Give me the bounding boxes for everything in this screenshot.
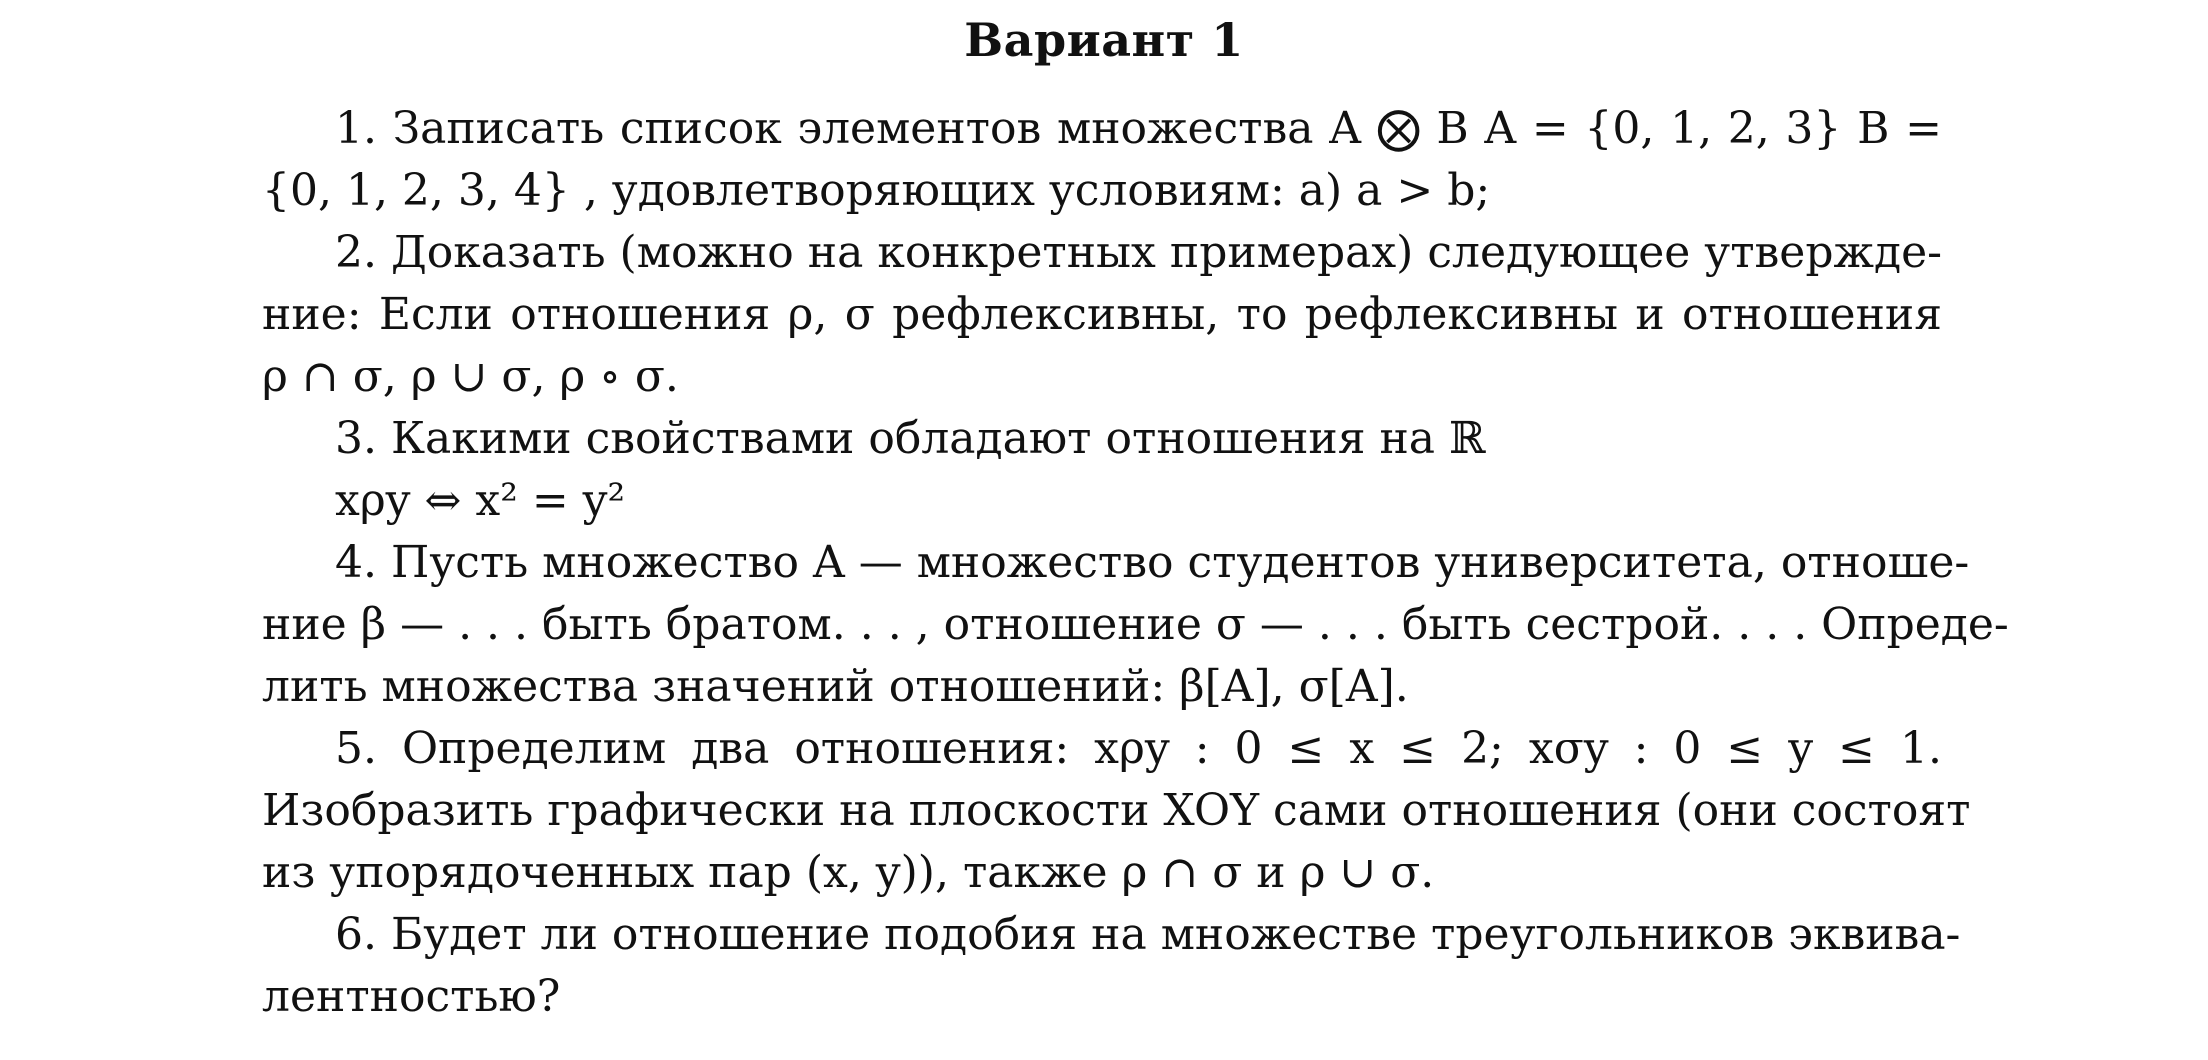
task-2-line-1: 2. Доказать (можно на конкретных примерах) следующее утвержде- (335, 227, 1942, 278)
task-2-line-3: ρ ∩ σ, ρ ∪ σ, ρ ∘ σ. (262, 351, 679, 402)
page-title: Вариант 1 (964, 13, 1244, 67)
task-3-line-1: 3. Какими свойствами обладают отношения на ℝ (335, 413, 1486, 464)
task-4-line-1: 4. Пусть множество A — множество студентов университета, отноше- (335, 537, 1970, 588)
task-5-line-3: из упорядоченных пар (x, y)), также ρ ∩ σ и ρ ∪ σ. (262, 847, 1435, 898)
task-5-line-1: 5. Определим два отношения: xρy : 0 ≤ x ≤ 2; xσy : 0 ≤ y ≤ 1. (335, 723, 1942, 774)
task-3-formula: xρy ⇔ x² = y² (335, 475, 626, 526)
task-4-line-3: лить множества значений отношений: β[A], σ[A]. (262, 661, 1409, 712)
task-4-line-2: ние β — . . . быть братом. . . , отношение σ — . . . быть сестрой. . . . Опреде- (262, 599, 2009, 650)
task-5-line-2: Изобразить графически на плоскости XOY сами отношения (они состоят (262, 785, 1971, 836)
task-6-line-2: лентностью? (262, 971, 561, 1022)
task-1-line-1: 1. Записать список элементов множества A ⨂ B A = {0, 1, 2, 3} B = (335, 103, 1942, 154)
task-2-line-2: ние: Если отношения ρ, σ рефлексивны, то рефлексивны и отношения (262, 289, 1942, 340)
task-1-line-2: {0, 1, 2, 3, 4} , удовлетворяющих условиям: a) a > b; (262, 165, 1491, 216)
task-6-line-1: 6. Будет ли отношение подобия на множестве треугольников эквива- (335, 909, 1961, 960)
